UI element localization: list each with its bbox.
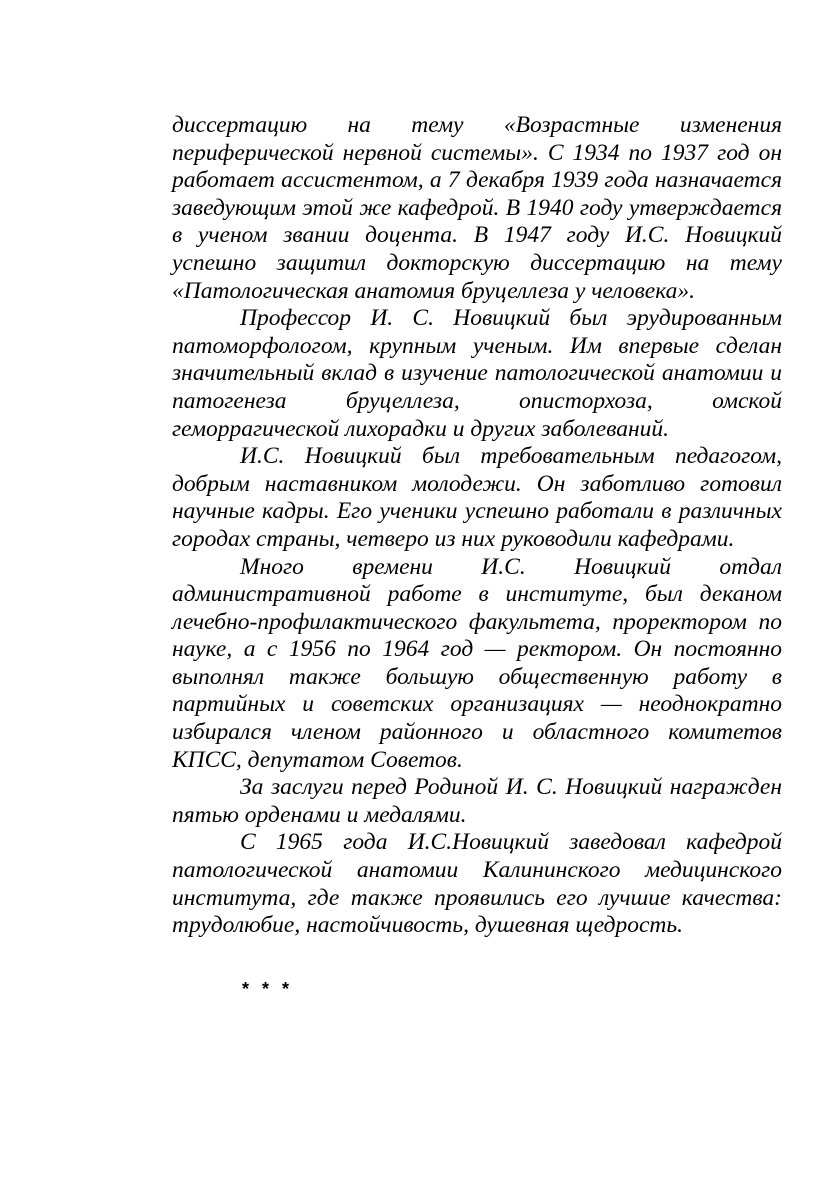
paragraph-professor: Профессор И. С. Новицкий был эрудированным патоморфологом, крупным ученым. Им впервые сделан значительный вклад в изучение патологической анатомии и патогенеза бруцеллеза, описторхоза, омской геморрагической лихорадки и других заболеваний. <box>172 305 782 442</box>
paragraph-kalinin: С 1965 года И.С.Новицкий заведовал кафедрой патологической анатомии Калининского медицинского института, где также проявились его лучшие качества: трудолюбие, настойчивость, душевная щедрость. <box>172 829 782 939</box>
paragraph-administration: Много времени И.С. Новицкий отдал административной работе в институте, был деканом лечебно-профилактического факультета, проректором по науке, а с 1956 по 1964 год — ректором. Он постоянно выполнял также большую общественную работу в партийных и советских организациях — неоднократно избирался членом районного и областного комитетов КПСС, депутатом Советов. <box>172 553 782 773</box>
paragraph-awards: За заслуги перед Родиной И. С. Новицкий награжден пятью орденами и медалями. <box>172 774 782 828</box>
paragraph-teacher: И.С. Новицкий был требовательным педагогом, добрым наставником молодежи. Он заботливо готовил научные кадры. Его ученики успешно работали в различных городах страны, четверо из них руководили кафедрами. <box>172 443 782 552</box>
paragraph-dissertation: диссертацию на тему «Возрастные изменения периферической нервной системы». С 1934 по 1937 год он работает ассистентом, а 7 декабря 1939 года назначается заведующим этой же кафедрой. В 1940 году утверждается в ученом звании доцента. В 1947 году И.С. Новицкий успешно защитил докторскую диссертацию на тему «Патологическая анатомия бруцеллеза у человека». <box>172 112 782 304</box>
document-page <box>172 112 782 1003</box>
section-separator: * * * <box>242 978 294 999</box>
